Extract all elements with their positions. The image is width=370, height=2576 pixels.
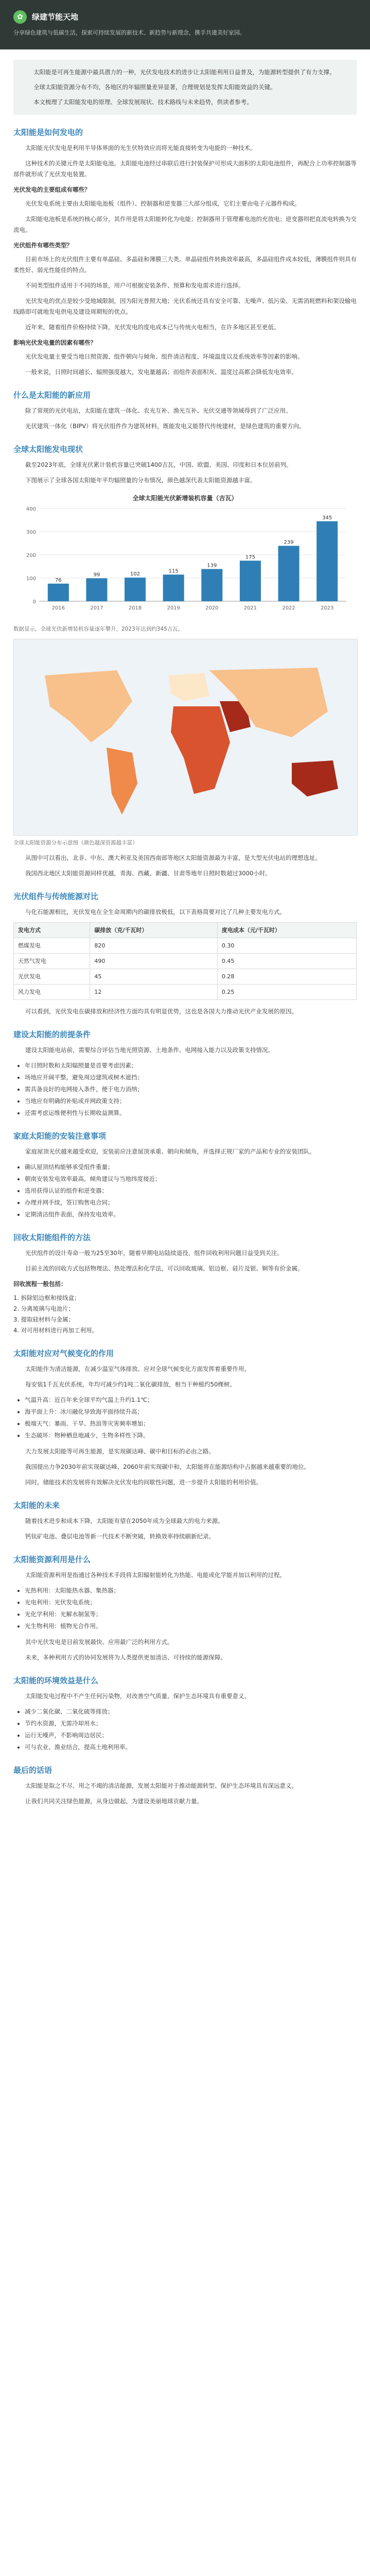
intro-box (13, 60, 357, 115)
paragraph: 近年来，随着组件价格持续下降，光伏发电的度电成本已与传统火电相当，在许多地区甚至更低。 (25, 324, 280, 331)
table-cell: 45 (90, 969, 217, 985)
paragraph: 一般来说，日照时间越长、辐照强度越大，发电量越高；而组件表面积灰、温度过高都会降低发电效率。 (25, 368, 297, 376)
leaf-icon: ✿ (13, 10, 27, 24)
bullet-list (13, 1585, 357, 1632)
map-caption: 全球太阳能资源分布示意图（颜色越深资源越丰富） (13, 840, 138, 846)
x-tick-label: 2018 (128, 605, 142, 611)
section-title: 太阳能是如何发电的 (13, 128, 83, 137)
bullet-list (13, 1060, 357, 1118)
section-title: 建设太阳能的前提条件 (13, 1030, 91, 1039)
data-label: 102 (130, 571, 140, 578)
x-tick-label: 2016 (51, 605, 65, 611)
table-cell: 0.45 (217, 954, 356, 969)
data-label: 345 (322, 515, 332, 521)
table-cell: 风力发电 (14, 985, 90, 1000)
account-name[interactable]: 绿建节能天地 (32, 12, 79, 22)
bar (163, 574, 184, 601)
list-item: • 还需考虑运维便利性与长期收益测算。 (25, 1108, 357, 1118)
paragraph: 这种技术的关键元件是太阳能电池。太阳能电池经过串联后进行封装保护可形成大面积的太阳电池组件，再配合上功率控制器等部件就形成了光伏发电装置。 (13, 160, 357, 178)
x-tick-label: 2023 (320, 605, 334, 611)
section-title: 什么是太阳能的新应用 (13, 391, 91, 400)
table-cell: 燃煤发电 (14, 938, 90, 954)
paragraph: 同时，储能技术的发展将有效解决光伏发电的间歇性问题，进一步提升太阳能的利用价值。 (25, 1479, 262, 1486)
paragraph: 从图中可以看出，北非、中东、澳大利亚及美国西南部等地区太阳能资源最为丰富，是大型光伏电站的理想选址。 (25, 854, 321, 861)
paragraph: 光伏发电的优点是较少受地域限制，因为阳光普照大地；光伏系统还具有安全可靠、无噪声、低污染、无需消耗燃料和架设输电线路即可就地发电供电及建设周期短的优点。 (13, 297, 357, 315)
list-item: • 光电利用：光伏发电系统； (25, 1597, 357, 1608)
table-cell: 0.30 (217, 938, 356, 954)
table-header: 发电方式 (14, 923, 90, 938)
bar (86, 578, 107, 601)
x-tick-label: 2022 (282, 605, 295, 611)
bar (48, 584, 69, 601)
paragraph: 未来，多种利用方式的协同发展将为人类提供更加清洁、可持续的能源保障。 (25, 1654, 226, 1661)
data-label: 115 (168, 568, 179, 574)
list-item: 2. 分离玻璃与电池片； (13, 1305, 75, 1312)
list-item: 4. 对可用材料进行再加工利用。 (13, 1327, 98, 1334)
paragraph: 太阳能资源利用是指通过各种技术手段将太阳辐射能转化为热能、电能或化学能并加以利用的过程。 (25, 1571, 286, 1579)
paragraph: 太阳能电池板是系统的核心部分，其作用是将太阳能转化为电能；控制器用于管理蓄电池的充放电；逆变器则把直流电转换为交流电。 (13, 215, 357, 233)
section-title: 太阳能资源利用是什么 (13, 1555, 91, 1564)
list-item: • 选用获得认证的组件和逆变器； (25, 1185, 357, 1196)
intro-paragraph: 太阳能是可再生能源中最具潜力的一种，光伏发电技术的进步让太阳能利用日益普及，为能源转型提供了有力支撑。 (33, 69, 336, 76)
numbered-list (13, 1293, 357, 1336)
bar (240, 561, 261, 601)
bullet-list (13, 1162, 357, 1220)
bar (278, 546, 299, 601)
section-title: 太阳能的未来 (13, 1501, 60, 1510)
list-item: • 办理并网手续，签订购售电合同； (25, 1197, 357, 1208)
paragraph: 太阳能发电过程中不产生任何污染物，对改善空气质量、保护生态环境具有重要意义。 (25, 1692, 250, 1700)
account-desc: 分享绿色建筑与低碳生活，探索可持续发展的新技术、新趋势与新理念，携手共建美好家园。 (13, 29, 245, 36)
paragraph: 家庭屋顶光伏越来越受欢迎，安装前应注意屋顶承重、朝向和倾角，并选择正规厂家的产品和专业的安装团队。 (25, 1148, 315, 1155)
paragraph: 光伏发电量主要受当地日照资源、组件朝向与倾角、组件清洁程度、环境温度以及系统效率等因素的影响。 (25, 353, 304, 360)
bar (316, 521, 338, 601)
paragraph: 除了常规的光伏电站，太阳能在建筑一体化、农光互补、渔光互补、光伏交通等领域得到了广泛应用。 (25, 407, 292, 414)
x-tick-label: 2017 (90, 605, 103, 611)
list-item: • 海平面上升：冰川融化导致海平面持续升高； (25, 1406, 357, 1417)
paragraph: 目前市场上的光伏组件主要有单晶硅、多晶硅和薄膜三大类。单晶硅组件转换效率最高，多晶硅组件成本较低，薄膜组件则具有柔性好、弱光性能佳的特点。 (13, 256, 357, 274)
list-item: • 确认屋顶结构能够承受组件重量； (25, 1162, 357, 1173)
y-tick-label: 100 (26, 576, 36, 582)
section-title: 最后的话语 (13, 1766, 52, 1775)
paragraph: 不同类型组件适用于不同的场景，用户可根据安装条件、预算和发电需求进行选择。 (25, 282, 244, 289)
table-header: 度电成本（元/千瓦时） (217, 923, 356, 938)
y-tick-label: 300 (26, 530, 36, 535)
list-title: 回收流程一般包括： (13, 1280, 67, 1287)
intro-paragraph: 本文梳理了太阳能发电的原理、全球发展现状、技术路线与未来趋势，供读者参考。 (33, 98, 253, 106)
paragraph: 太阳能光伏发电是利用半导体界面的光生伏特效应而将光能直接转变为电能的一种技术。 (25, 144, 256, 151)
table-cell: 12 (90, 985, 217, 1000)
paragraph: 我国提出力争2030年前实现碳达峰、2060年前实现碳中和，太阳能将在能源结构中占据越来越重要的地位。 (25, 1463, 310, 1470)
x-tick-label: 2020 (205, 605, 219, 611)
list-item: 3. 提取硅材料与金属； (13, 1316, 75, 1323)
table-cell: 天然气发电 (14, 954, 90, 969)
list-item: • 当地应有明确的补贴或并网政策支持； (25, 1096, 357, 1107)
list-item: • 光生物利用：植物光合作用。 (25, 1621, 357, 1632)
paragraph: 随着技术进步和成本下降，太阳能有望在2050年成为全球最大的电力来源。 (25, 1517, 224, 1524)
list-item: • 减少二氧化碳、二氧化硫等排放； (25, 1706, 357, 1717)
paragraph: 让我们共同关注绿色能源，从身边做起，为建设美丽地球贡献力量。 (25, 1798, 203, 1805)
data-label: 175 (245, 554, 255, 561)
list-item: • 生态破坏：物种栖息地减少，生物多样性下降。 (25, 1430, 357, 1441)
table-row (14, 938, 357, 954)
table-cell: 光伏发电 (14, 969, 90, 985)
paragraph: 下图展示了全球各国太阳能年平均辐照量的分布情况，颜色越深代表太阳能资源越丰富。 (25, 477, 256, 484)
list-item: • 需具备良好的电网接入条件，便于电力消纳； (25, 1084, 357, 1095)
data-label: 139 (207, 563, 217, 569)
list-item: • 光热利用：太阳能热水器、集热器； (25, 1585, 357, 1596)
list-item: • 极端天气：暴雨、干旱、热浪等灾害频率增加； (25, 1418, 357, 1429)
article-body (0, 60, 370, 1807)
list-item: • 节约水资源，无需冷却用水； (25, 1718, 357, 1729)
y-tick-label: 400 (26, 506, 36, 512)
y-tick-label: 0 (32, 599, 36, 605)
header (0, 0, 370, 49)
paragraph: 我国西北地区太阳能资源同样优越，青海、西藏、新疆、甘肃等地年日照时数超过3000小时。 (25, 870, 271, 877)
question-heading: 影响光伏发电量的因素有哪些？ (13, 339, 96, 346)
data-label: 76 (55, 577, 62, 583)
table-row (14, 985, 357, 1000)
list-item: • 可与农业、渔业结合，提高土地利用率。 (25, 1742, 357, 1753)
question-heading: 光伏发电的主要组成有哪些？ (13, 186, 91, 193)
table-row (14, 969, 357, 985)
data-label: 239 (284, 539, 294, 546)
paragraph: 光伏发电系统主要由太阳能电池板（组件）、控制器和逆变器三大部分组成，它们主要由电子元器件构成。 (25, 200, 301, 207)
paragraph: 大力发展太阳能等可再生能源，是实现碳达峰、碳中和目标的必由之路。 (25, 1448, 215, 1455)
section-title: 全球太阳能发电现状 (13, 445, 83, 454)
bar (125, 578, 146, 601)
bar-chart (13, 491, 357, 622)
table-row (14, 954, 357, 969)
section-title: 家庭太阳能的安装注意事项 (13, 1131, 107, 1141)
chart-caption: 数据显示，全球光伏新增装机容量逐年攀升，2023年达到约345吉瓦。 (13, 626, 184, 632)
paragraph: 截至2023年底，全球光伏累计装机容量已突破1400吉瓦，中国、欧盟、美国、印度和日本位居前列。 (25, 461, 292, 468)
paragraph: 与化石能源相比，光伏发电在全生命周期内的碳排放极低，以下表格简要对比了几种主要发电方式。 (25, 908, 286, 916)
section-title: 太阳能的环境效益是什么 (13, 1676, 99, 1685)
intro-paragraph: 全球太阳能资源分布不均，各地区的年辐照量差异显著，合理规划是发挥太阳能效益的关键。 (33, 83, 276, 91)
question-heading: 光伏组件有哪些类型？ (13, 242, 73, 249)
chart-title: 全球太阳能光伏新增装机容量（吉瓦） (132, 495, 238, 502)
list-item: • 光化学利用：光解水制氢等； (25, 1609, 357, 1620)
section-title: 太阳能对应对气候变化的作用 (13, 1349, 114, 1358)
bullet-list (13, 1706, 357, 1753)
section-title: 光伏组件与传统能源对比 (13, 892, 99, 901)
list-item: • 场地应开阔平整，避免周边建筑或树木遮挡； (25, 1072, 357, 1083)
bar (201, 569, 222, 601)
paragraph: 其中光伏发电是目前发展最快、应用最广泛的利用方式。 (25, 1638, 173, 1646)
paragraph: 目前主流的回收方式包括物理法、热处理法和化学法，可以回收玻璃、铝边框、硅片及银、铜等有价金属。 (25, 1265, 304, 1272)
section-title: 回收太阳能组件的方法 (13, 1233, 91, 1242)
table-cell: 820 (90, 938, 217, 954)
table-cell: 0.25 (217, 985, 356, 1000)
paragraph: 可以看到，光伏发电在碳排放和经济性方面均具有明显优势，这也是各国大力推动光伏产业发展的原因。 (25, 1008, 297, 1015)
chart-svg (13, 491, 357, 620)
list-item: • 年日照时数和太阳辐照量是首要考虑因素； (25, 1060, 357, 1071)
paragraph: 太阳能作为清洁能源，在减少温室气体排放、应对全球气候变化方面发挥着重要作用。 (25, 1365, 250, 1372)
world-map-svg (14, 639, 357, 835)
paragraph: 光伏建筑一体化（BIPV）将光伏组件作为建筑材料，既能发电又能替代传统建材，是绿色建筑的重要方向。 (25, 422, 305, 430)
paragraph: 每安装1千瓦光伏系统，年均可减少约1吨二氧化碳排放，相当于种植约50棵树。 (25, 1381, 236, 1388)
world-map-image (13, 639, 358, 836)
x-tick-label: 2021 (243, 605, 257, 611)
bullet-list (13, 1395, 357, 1441)
paragraph: 光伏组件的设计寿命一般为25至30年，随着早期电站陆续退役，组件回收利用问题日益受到关注。 (25, 1249, 283, 1257)
list-item: • 气温升高：近百年来全球平均气温上升约1.1℃； (25, 1395, 357, 1405)
table-header-row (14, 923, 357, 938)
paragraph: 建设太阳能电站前，需要综合评估当地光照资源、土地条件、电网接入能力以及政策支持情况。 (25, 1046, 274, 1054)
data-label: 99 (93, 572, 100, 578)
x-tick-label: 2019 (167, 605, 180, 611)
list-item: 1. 拆除铝边框和接线盒； (13, 1294, 80, 1301)
comparison-table (13, 922, 357, 1000)
table-header: 碳排放（克/千瓦时） (90, 923, 217, 938)
list-item: • 运行无噪声，不影响周边居民； (25, 1730, 357, 1741)
table-cell: 490 (90, 954, 217, 969)
paragraph: 钙钛矿电池、叠层电池等新一代技术不断突破，转换效率持续刷新纪录。 (25, 1533, 215, 1540)
y-tick-label: 200 (26, 553, 36, 558)
list-item: • 定期清洁组件表面，保持发电效率。 (25, 1209, 357, 1220)
paragraph: 太阳能是取之不尽、用之不竭的清洁能源，发展太阳能对于推动能源转型、保护生态环境具有深远意义。 (25, 1782, 297, 1789)
list-item: • 朝南安装发电效率最高，倾角建议与当地纬度接近； (25, 1174, 357, 1184)
table-cell: 0.28 (217, 969, 356, 985)
